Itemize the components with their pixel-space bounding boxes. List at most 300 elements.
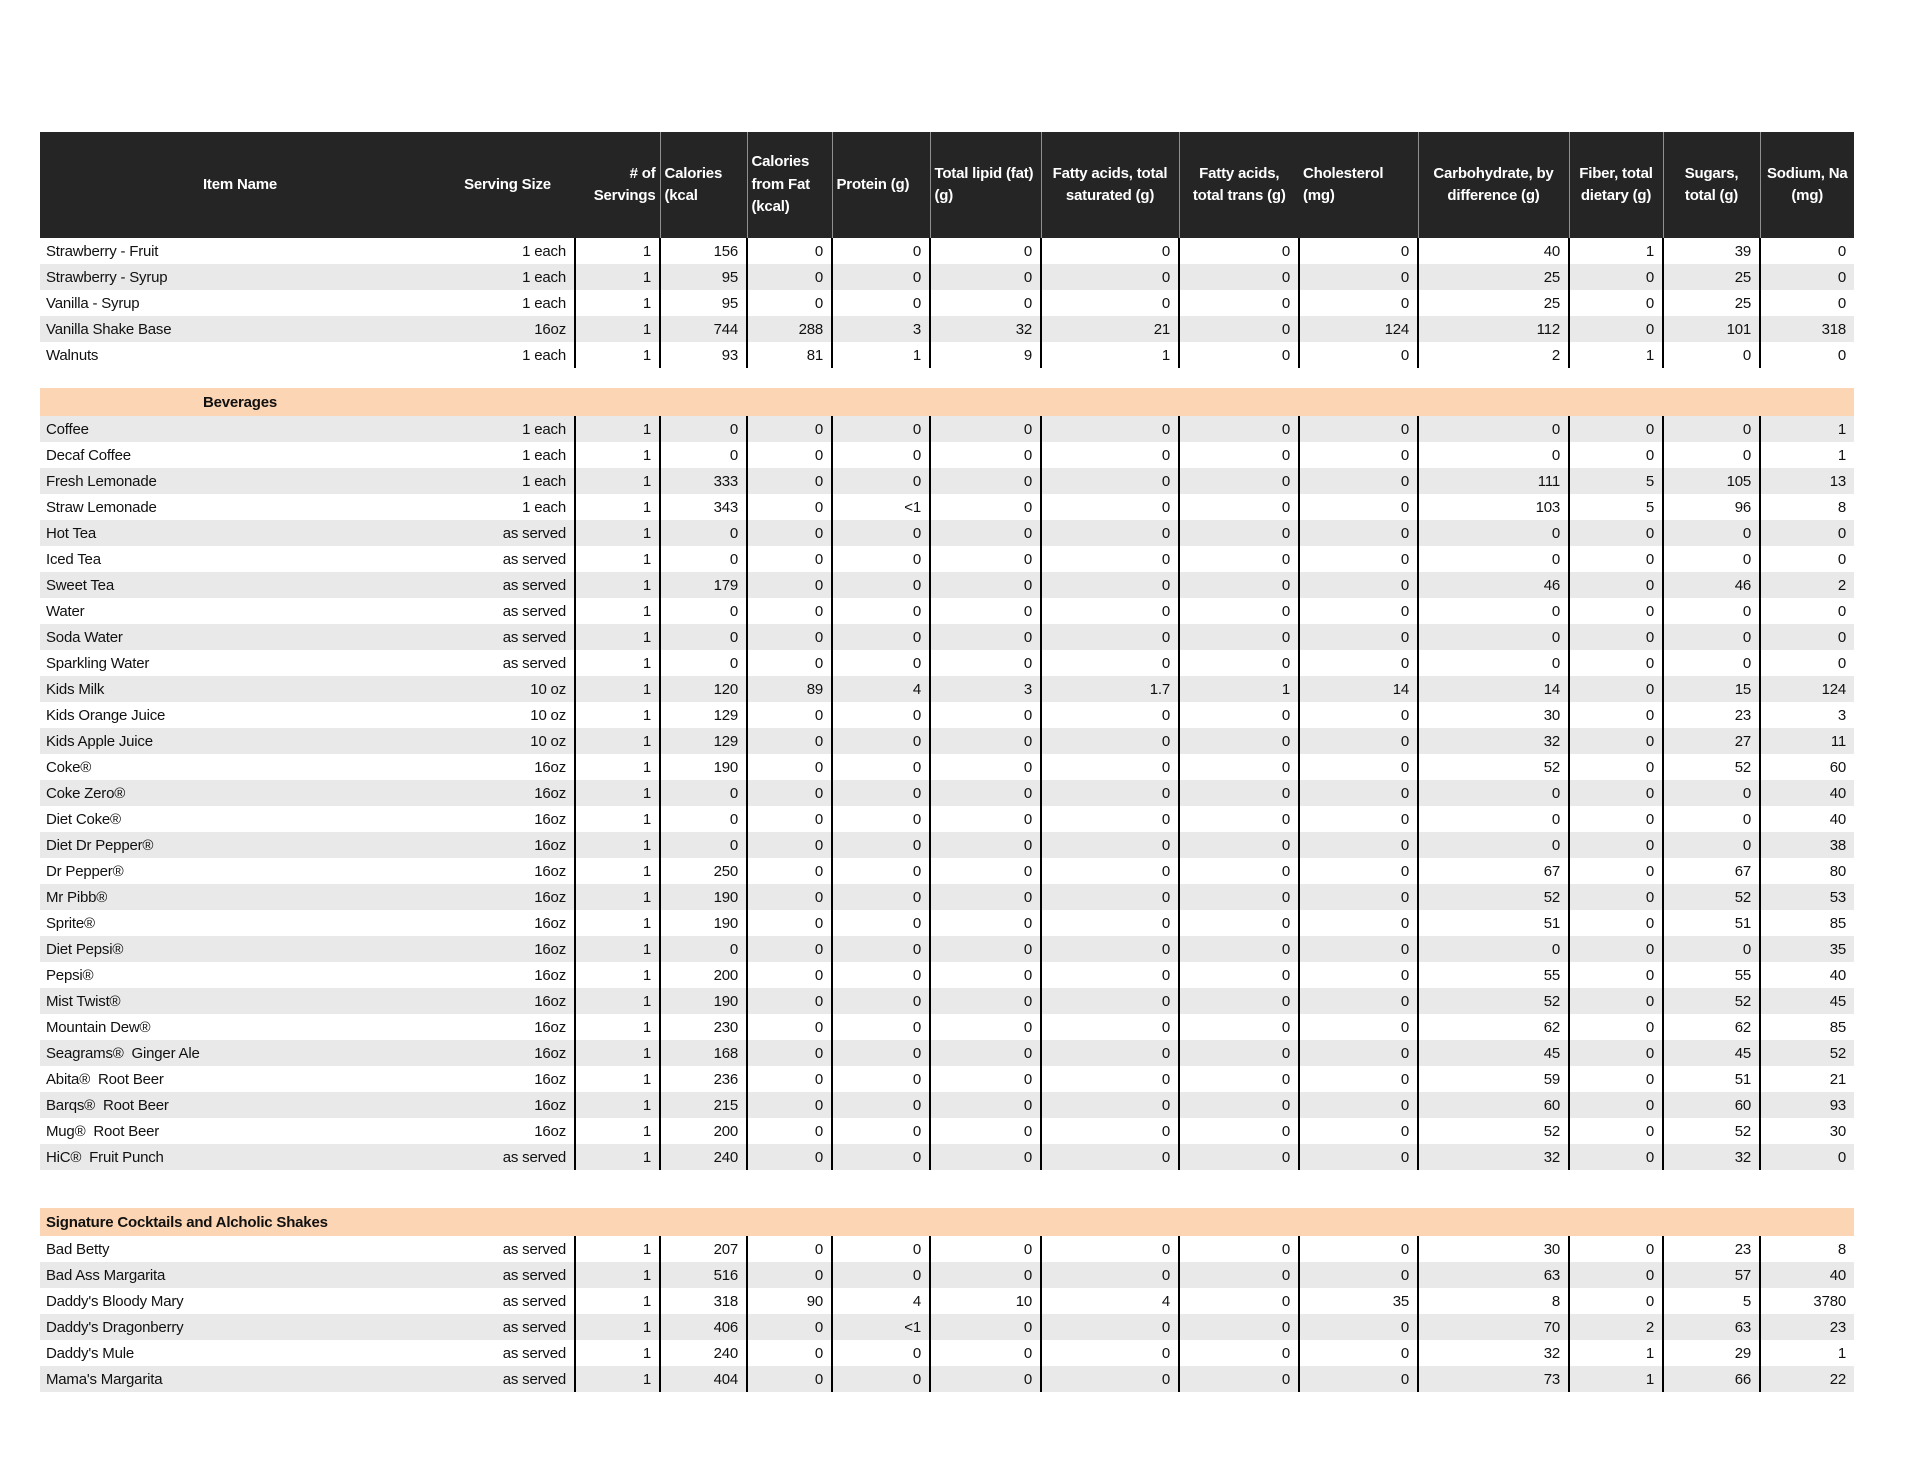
serving-size-cell: as served — [440, 572, 575, 598]
value-cell: 1 — [575, 468, 660, 494]
value-cell: 66 — [1663, 1366, 1760, 1392]
table-row — [40, 572, 1854, 598]
value-cell: 0 — [1569, 1288, 1663, 1314]
value-cell: 0 — [1179, 468, 1299, 494]
value-cell: 60 — [1418, 1092, 1569, 1118]
serving-size-cell: 1 each — [440, 468, 575, 494]
value-cell: 333 — [660, 468, 747, 494]
value-cell: 1 — [575, 676, 660, 702]
section-gap-row — [40, 368, 1854, 388]
value-cell: 0 — [660, 416, 747, 442]
table-row — [40, 494, 1854, 520]
table-row — [40, 1236, 1854, 1262]
value-cell: 90 — [747, 1288, 832, 1314]
serving-size-cell: as served — [502, 1292, 566, 1310]
value-cell: 0 — [1179, 728, 1299, 754]
value-cell: 1 — [575, 884, 660, 910]
value-cell: 4 — [1041, 1288, 1179, 1314]
item-name-cell: Daddy's Bloody Mary — [46, 1292, 184, 1310]
section-header: Signature Cocktails and Alcholic Shakes — [40, 1208, 1854, 1236]
value-cell: 0 — [1179, 988, 1299, 1014]
value-cell: 0 — [1299, 832, 1418, 858]
value-cell: 0 — [1569, 754, 1663, 780]
value-cell: 0 — [747, 1040, 832, 1066]
value-cell: 0 — [832, 884, 930, 910]
value-cell: 0 — [747, 884, 832, 910]
value-cell: 0 — [1179, 1262, 1299, 1288]
value-cell: 0 — [930, 598, 1041, 624]
value-cell: 0 — [1760, 598, 1854, 624]
value-cell: 4 — [832, 676, 930, 702]
value-cell: 0 — [930, 1262, 1041, 1288]
table-row — [40, 1288, 1854, 1314]
value-cell: 0 — [1663, 780, 1760, 806]
value-cell: 0 — [747, 806, 832, 832]
value-cell: 10 — [930, 1288, 1041, 1314]
value-cell: 30 — [1760, 1118, 1854, 1144]
header-row — [40, 132, 1854, 238]
value-cell: 0 — [747, 962, 832, 988]
value-cell: 89 — [747, 676, 832, 702]
value-cell: 23 — [1663, 702, 1760, 728]
value-cell: 0 — [1041, 1118, 1179, 1144]
item-name-cell: Daddy's Dragonberry — [40, 1314, 440, 1340]
item-name-cell: Kids Apple Juice — [40, 728, 440, 754]
value-cell: 168 — [660, 1040, 747, 1066]
value-cell: 0 — [832, 520, 930, 546]
value-cell: 190 — [660, 910, 747, 936]
value-cell: 0 — [747, 572, 832, 598]
value-cell: 0 — [1569, 598, 1663, 624]
value-cell: 101 — [1663, 316, 1760, 342]
value-cell: 0 — [1041, 806, 1179, 832]
table-row — [40, 290, 1854, 316]
value-cell: 0 — [1041, 624, 1179, 650]
item-name-cell: Bad Betty — [46, 1240, 110, 1258]
value-cell: 0 — [1569, 290, 1663, 316]
value-cell: 0 — [1569, 1014, 1663, 1040]
value-cell: 40 — [1418, 238, 1569, 264]
value-cell: 0 — [832, 624, 930, 650]
value-cell: 13 — [1760, 468, 1854, 494]
value-cell: 0 — [747, 1262, 832, 1288]
item-name-cell: Kids Milk — [40, 676, 440, 702]
serving-size-cell: 16oz — [440, 316, 575, 342]
item-name-cell: Coke® — [46, 758, 92, 776]
value-cell: 0 — [930, 936, 1041, 962]
value-cell: 0 — [1179, 910, 1299, 936]
value-cell: 179 — [660, 572, 747, 598]
value-cell: 1 — [575, 806, 660, 832]
value-cell: 3 — [832, 316, 930, 342]
value-cell: 52 — [1663, 1118, 1760, 1144]
value-cell: 0 — [1179, 754, 1299, 780]
value-cell: 70 — [1418, 1314, 1569, 1340]
value-cell: 8 — [1418, 1288, 1569, 1314]
serving-size-cell: 1 each — [522, 242, 566, 260]
serving-size-cell: 16oz — [534, 1122, 566, 1140]
value-cell: 0 — [832, 1066, 930, 1092]
value-cell: 1 — [575, 316, 660, 342]
value-cell: 0 — [930, 416, 1041, 442]
value-cell: 0 — [930, 1118, 1041, 1144]
value-cell: 46 — [1663, 572, 1760, 598]
value-cell: 0 — [1569, 936, 1663, 962]
item-name-cell: Mist Twist® — [40, 988, 440, 1014]
value-cell: 1 — [575, 546, 660, 572]
value-cell: 32 — [1418, 1144, 1569, 1170]
value-cell: 0 — [747, 1340, 832, 1366]
value-cell: 0 — [832, 754, 930, 780]
table-row — [40, 1040, 1854, 1066]
item-name-cell: Coke Zero® — [40, 780, 440, 806]
value-cell: 0 — [1179, 416, 1299, 442]
value-cell: 1 — [575, 1288, 660, 1314]
value-cell: 11 — [1760, 728, 1854, 754]
value-cell: 129 — [660, 728, 747, 754]
value-cell: 0 — [1760, 238, 1854, 264]
value-cell: 0 — [930, 238, 1041, 264]
value-cell: 103 — [1418, 494, 1569, 520]
value-cell: 0 — [1041, 754, 1179, 780]
value-cell: 0 — [747, 520, 832, 546]
value-cell: 51 — [1663, 1066, 1760, 1092]
value-cell: 0 — [1663, 806, 1760, 832]
value-cell: 0 — [747, 858, 832, 884]
value-cell: 85 — [1760, 1014, 1854, 1040]
value-cell: 215 — [660, 1092, 747, 1118]
value-cell: 0 — [1041, 1092, 1179, 1118]
value-cell: 0 — [1179, 780, 1299, 806]
value-cell: 0 — [832, 546, 930, 572]
value-cell: 0 — [1569, 858, 1663, 884]
value-cell: 45 — [1760, 988, 1854, 1014]
col-header-protein: Protein (g) — [832, 132, 930, 238]
value-cell: 0 — [1299, 1262, 1418, 1288]
serving-size-cell: as served — [502, 1240, 566, 1258]
value-cell: 0 — [1569, 416, 1663, 442]
value-cell: 0 — [1663, 624, 1760, 650]
table-row — [40, 884, 1854, 910]
value-cell: 0 — [1299, 520, 1418, 546]
value-cell: 0 — [1569, 572, 1663, 598]
section-header: Beverages — [40, 388, 1854, 416]
value-cell: 0 — [832, 238, 930, 264]
value-cell: 0 — [1569, 988, 1663, 1014]
item-name-cell: Strawberry - Syrup — [40, 264, 440, 290]
value-cell: 32 — [1418, 728, 1569, 754]
value-cell: 0 — [1179, 1118, 1299, 1144]
value-cell: 0 — [1179, 962, 1299, 988]
value-cell: 0 — [930, 910, 1041, 936]
value-cell: 0 — [1041, 546, 1179, 572]
serving-size-cell: 16oz — [440, 936, 575, 962]
table-row — [40, 264, 1854, 290]
value-cell: 0 — [1569, 1262, 1663, 1288]
value-cell: 0 — [832, 702, 930, 728]
item-name-cell: Fresh Lemonade — [40, 468, 440, 494]
col-header-sodium: Sodium, Na (mg) — [1760, 132, 1854, 238]
value-cell: 0 — [1179, 806, 1299, 832]
value-cell: 0 — [930, 624, 1041, 650]
value-cell: 0 — [930, 806, 1041, 832]
nutrition-table — [40, 132, 1854, 1392]
serving-size-cell: 10 oz — [440, 676, 575, 702]
value-cell: 0 — [832, 858, 930, 884]
col-header-serving-size: Serving Size — [440, 132, 575, 238]
value-cell: 0 — [747, 598, 832, 624]
table-row — [40, 1262, 1854, 1288]
value-cell: 1 — [575, 1092, 660, 1118]
value-cell: 0 — [1418, 442, 1569, 468]
value-cell: 1 — [575, 1066, 660, 1092]
value-cell: 0 — [930, 1366, 1041, 1392]
col-header-calories-fat: Calories from Fat (kcal) — [747, 132, 832, 238]
value-cell: 1 — [575, 1366, 660, 1392]
value-cell: 0 — [1569, 884, 1663, 910]
value-cell: 0 — [1663, 342, 1760, 368]
table-row — [40, 1314, 1854, 1340]
value-cell: 1 — [1041, 342, 1179, 368]
value-cell: 52 — [1418, 884, 1569, 910]
value-cell: 23 — [1760, 1314, 1854, 1340]
item-name-cell: Barqs® Root Beer — [40, 1092, 440, 1118]
value-cell: 30 — [1418, 1236, 1569, 1262]
value-cell: 39 — [1663, 238, 1760, 264]
value-cell: 0 — [1569, 1118, 1663, 1144]
table-row — [40, 650, 1854, 676]
value-cell: 95 — [660, 290, 747, 316]
value-cell: 0 — [1569, 702, 1663, 728]
value-cell: 0 — [1041, 416, 1179, 442]
value-cell: 0 — [1041, 1040, 1179, 1066]
item-name-cell: Hot Tea — [40, 520, 440, 546]
serving-size-cell: as served — [440, 1144, 575, 1170]
value-cell: 0 — [660, 624, 747, 650]
value-cell: 2 — [1760, 572, 1854, 598]
value-cell: 0 — [1418, 598, 1569, 624]
value-cell: 40 — [1760, 962, 1854, 988]
value-cell: 0 — [1179, 598, 1299, 624]
value-cell: 0 — [930, 1092, 1041, 1118]
value-cell: 0 — [832, 1262, 930, 1288]
item-name-cell: Abita® Root Beer — [46, 1070, 164, 1088]
value-cell: 0 — [1663, 650, 1760, 676]
value-cell: 0 — [1179, 702, 1299, 728]
value-cell: 0 — [930, 1340, 1041, 1366]
value-cell: 8 — [1760, 1236, 1854, 1262]
value-cell: 207 — [660, 1236, 747, 1262]
value-cell: 230 — [660, 1014, 747, 1040]
value-cell: 0 — [1299, 754, 1418, 780]
table-row — [40, 442, 1854, 468]
value-cell: 52 — [1418, 1118, 1569, 1144]
value-cell: 0 — [747, 1144, 832, 1170]
serving-size-cell: 16oz — [440, 988, 575, 1014]
value-cell: 0 — [1299, 650, 1418, 676]
item-name-cell: Water — [46, 602, 85, 620]
value-cell: 1 — [575, 728, 660, 754]
item-name-cell: Sprite® — [46, 914, 95, 932]
table-row — [40, 754, 1854, 780]
table-row — [40, 1144, 1854, 1170]
value-cell: 0 — [1418, 650, 1569, 676]
value-cell: 5 — [1569, 468, 1663, 494]
item-name-cell: Vanilla Shake Base — [40, 316, 440, 342]
table-row — [40, 416, 1854, 442]
item-name-cell: Seagrams® Ginger Ale — [40, 1040, 440, 1066]
serving-size-cell: as served — [502, 602, 566, 620]
value-cell: 0 — [832, 1366, 930, 1392]
value-cell: 30 — [1418, 702, 1569, 728]
value-cell: 0 — [930, 754, 1041, 780]
value-cell: 0 — [930, 468, 1041, 494]
value-cell: 111 — [1418, 468, 1569, 494]
value-cell: 0 — [660, 650, 747, 676]
value-cell: 0 — [747, 546, 832, 572]
value-cell: 8 — [1760, 494, 1854, 520]
value-cell: 0 — [1179, 316, 1299, 342]
value-cell: 0 — [1569, 442, 1663, 468]
value-cell: 1 — [1569, 1366, 1663, 1392]
col-header-cholesterol: Cholesterol (mg) — [1299, 132, 1418, 238]
item-name-cell: Iced Tea — [46, 550, 101, 568]
value-cell: 0 — [1041, 702, 1179, 728]
value-cell: 0 — [1569, 624, 1663, 650]
value-cell: 0 — [1299, 702, 1418, 728]
value-cell: 40 — [1760, 1262, 1854, 1288]
table-row — [40, 910, 1854, 936]
value-cell: 0 — [1663, 598, 1760, 624]
col-header-sugars: Sugars, total (g) — [1663, 132, 1760, 238]
serving-size-cell: 1 each — [440, 264, 575, 290]
item-name-cell: Kids Orange Juice — [46, 706, 166, 724]
value-cell: 81 — [747, 342, 832, 368]
value-cell: 0 — [832, 1118, 930, 1144]
value-cell: 156 — [660, 238, 747, 264]
value-cell: 0 — [1041, 598, 1179, 624]
value-cell: 0 — [660, 442, 747, 468]
table-row — [40, 858, 1854, 884]
value-cell: 0 — [1299, 238, 1418, 264]
value-cell: 0 — [1418, 520, 1569, 546]
value-cell: 25 — [1663, 290, 1760, 316]
value-cell: 0 — [1569, 806, 1663, 832]
value-cell: 0 — [832, 416, 930, 442]
value-cell: 0 — [1041, 572, 1179, 598]
value-cell: 0 — [1569, 1040, 1663, 1066]
item-name-cell: Strawberry - Fruit — [46, 242, 159, 260]
value-cell: 1 — [575, 650, 660, 676]
value-cell: 0 — [1569, 650, 1663, 676]
value-cell: 0 — [747, 1014, 832, 1040]
value-cell: 52 — [1663, 754, 1760, 780]
value-cell: 288 — [747, 316, 832, 342]
value-cell: 1 — [575, 702, 660, 728]
value-cell: 0 — [1041, 650, 1179, 676]
value-cell: 0 — [1179, 1014, 1299, 1040]
value-cell: 1 — [575, 988, 660, 1014]
section-header-row — [40, 1208, 1854, 1236]
value-cell: 1 — [575, 1340, 660, 1366]
value-cell: 1 — [575, 290, 660, 316]
serving-size-cell: as served — [440, 1262, 575, 1288]
value-cell: 0 — [747, 290, 832, 316]
value-cell: 1 — [575, 416, 660, 442]
value-cell: 0 — [930, 962, 1041, 988]
value-cell: 124 — [1760, 676, 1854, 702]
table-row — [40, 520, 1854, 546]
item-name-cell: Decaf Coffee — [46, 446, 131, 464]
serving-size-cell: 1 each — [522, 294, 566, 312]
value-cell: 0 — [747, 936, 832, 962]
value-cell: 38 — [1760, 832, 1854, 858]
value-cell: 0 — [1569, 832, 1663, 858]
value-cell: 60 — [1663, 1092, 1760, 1118]
value-cell: 14 — [1299, 676, 1418, 702]
value-cell: 0 — [1179, 832, 1299, 858]
value-cell: 0 — [747, 1066, 832, 1092]
value-cell: 95 — [660, 264, 747, 290]
value-cell: 93 — [660, 342, 747, 368]
value-cell: 1 — [1569, 342, 1663, 368]
value-cell: 1 — [575, 1014, 660, 1040]
value-cell: 0 — [1041, 264, 1179, 290]
value-cell: 0 — [747, 624, 832, 650]
value-cell: 67 — [1418, 858, 1569, 884]
value-cell: 0 — [1663, 832, 1760, 858]
value-cell: 0 — [1569, 780, 1663, 806]
value-cell: 0 — [1179, 858, 1299, 884]
value-cell: 0 — [930, 702, 1041, 728]
value-cell: 0 — [1179, 520, 1299, 546]
value-cell: 1 — [575, 780, 660, 806]
value-cell: 93 — [1760, 1092, 1854, 1118]
item-name-cell: Sparkling Water — [46, 654, 150, 672]
value-cell: 0 — [832, 1144, 930, 1170]
table-row — [40, 598, 1854, 624]
item-name-cell: Vanilla - Syrup — [46, 294, 140, 312]
value-cell: 1 — [575, 754, 660, 780]
value-cell: 0 — [1179, 546, 1299, 572]
serving-size-cell: as served — [502, 1344, 566, 1362]
value-cell: 0 — [1299, 1040, 1418, 1066]
value-cell: <1 — [832, 1314, 930, 1340]
value-cell: 0 — [1299, 1236, 1418, 1262]
value-cell: 0 — [832, 1236, 930, 1262]
value-cell: 0 — [832, 780, 930, 806]
value-cell: 46 — [1418, 572, 1569, 598]
value-cell: 0 — [832, 988, 930, 1014]
value-cell: 1 — [832, 342, 930, 368]
value-cell: 1 — [1760, 416, 1854, 442]
serving-size-cell: 10 oz — [440, 728, 575, 754]
value-cell: 190 — [660, 884, 747, 910]
value-cell: 0 — [1041, 238, 1179, 264]
value-cell: 0 — [1299, 884, 1418, 910]
value-cell: 1 — [1760, 1340, 1854, 1366]
value-cell: 0 — [1663, 416, 1760, 442]
value-cell: 240 — [660, 1144, 747, 1170]
value-cell: 35 — [1760, 936, 1854, 962]
value-cell: 0 — [1179, 1366, 1299, 1392]
item-name-cell: Diet Coke® — [46, 810, 121, 828]
value-cell: 0 — [930, 650, 1041, 676]
table-row — [40, 780, 1854, 806]
value-cell: 5 — [1569, 494, 1663, 520]
item-name-cell: HiC® Fruit Punch — [40, 1144, 440, 1170]
value-cell: 0 — [832, 936, 930, 962]
